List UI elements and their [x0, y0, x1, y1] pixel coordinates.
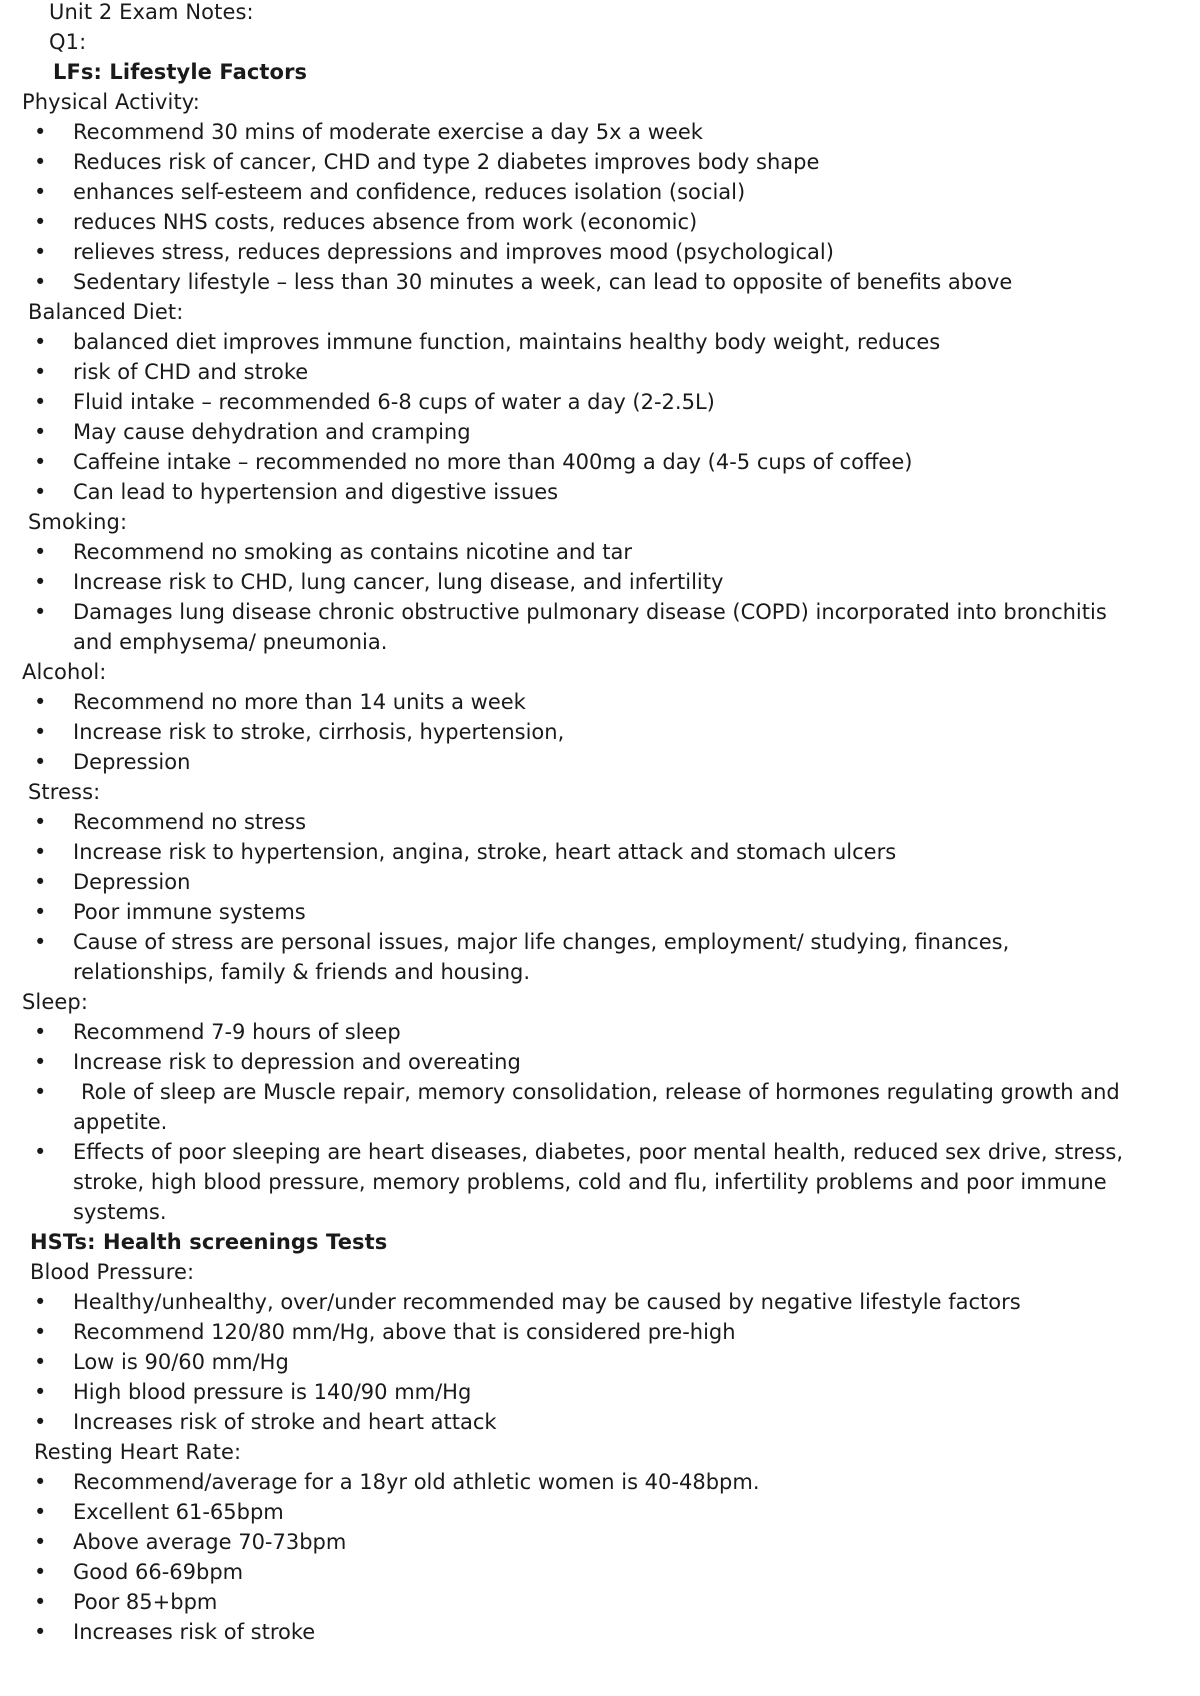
list-item-text: Effects of poor sleeping are heart diseases, diabetes, poor mental health, reduced sex drive, stress,: [73, 1140, 1124, 1164]
list-item-text: Recommend no more than 14 units a week: [73, 690, 526, 714]
bullet-icon: •: [34, 1500, 47, 1524]
bullet-icon: •: [34, 210, 47, 234]
list-item: [0, 1407, 1200, 1437]
list-item: [0, 177, 1200, 207]
list-item-text: Recommend no stress: [73, 810, 307, 834]
list-item: [0, 1287, 1200, 1317]
alcohol-label: Alcohol:: [22, 660, 107, 684]
stress-label: Stress:: [28, 780, 101, 804]
list-item-text: relieves stress, reduces depressions and improves mood (psychological): [73, 240, 834, 264]
list-item: [0, 1317, 1200, 1347]
list-item: [0, 567, 1200, 597]
list-item-text: Recommend 30 mins of moderate exercise a day 5x a week: [73, 120, 703, 144]
list-item: [0, 1017, 1200, 1047]
list-item-text-continued: relationships, family & friends and housing.: [73, 960, 531, 984]
blood-pressure-label: Blood Pressure:: [30, 1260, 195, 1284]
list-item-text: Good 66-69bpm: [73, 1560, 244, 1584]
bullet-icon: •: [34, 1140, 47, 1164]
list-item: [0, 1587, 1200, 1617]
list-item-text: Increase risk to depression and overeating: [73, 1050, 521, 1074]
bullet-icon: •: [34, 750, 47, 774]
list-item-text: Sedentary lifestyle – less than 30 minutes a week, can lead to opposite of benefits above: [73, 270, 1013, 294]
list-item-text: Fluid intake – recommended 6-8 cups of water a day (2-2.5L): [73, 390, 715, 414]
list-item-text: Depression: [73, 870, 191, 894]
list-item: [0, 267, 1200, 297]
bullet-icon: •: [34, 1350, 47, 1374]
list-item-text-continued: systems.: [73, 1200, 167, 1224]
list-item: [0, 477, 1200, 507]
bullet-icon: •: [34, 330, 47, 354]
list-item: [0, 147, 1200, 177]
bullet-icon: •: [34, 690, 47, 714]
bullet-icon: •: [34, 270, 47, 294]
list-item-text: risk of CHD and stroke: [73, 360, 309, 384]
list-item-text: reduces NHS costs, reduces absence from work (economic): [73, 210, 698, 234]
list-item-text: High blood pressure is 140/90 mm/Hg: [73, 1380, 472, 1404]
list-item: [0, 927, 1200, 987]
list-item-text: Above average 70-73bpm: [73, 1530, 347, 1554]
list-item-text: Recommend 7-9 hours of sleep: [73, 1020, 401, 1044]
list-item: [0, 447, 1200, 477]
bullet-icon: •: [34, 1020, 47, 1044]
list-item: [0, 1347, 1200, 1377]
bullet-icon: •: [34, 540, 47, 564]
list-item: [0, 327, 1200, 357]
balanced-diet-label: Balanced Diet:: [28, 300, 184, 324]
bullet-icon: •: [34, 930, 47, 954]
list-item-text: Increases risk of stroke and heart attack: [73, 1410, 497, 1434]
list-item-text-continued: stroke, high blood pressure, memory problems, cold and flu, infertility problems and poor immune: [73, 1170, 1107, 1194]
document-title: Unit 2 Exam Notes:: [49, 0, 254, 24]
list-item-text: Healthy/unhealthy, over/under recommended may be caused by negative lifestyle factors: [73, 1290, 1021, 1314]
list-item: [0, 1467, 1200, 1497]
list-item: [0, 387, 1200, 417]
bullet-icon: •: [34, 600, 47, 624]
bullet-icon: •: [34, 180, 47, 204]
list-item: [0, 537, 1200, 567]
list-item: [0, 237, 1200, 267]
list-item: [0, 417, 1200, 447]
list-item: [0, 1497, 1200, 1527]
question-label: Q1:: [49, 30, 87, 54]
list-item-text-continued: and emphysema/ pneumonia.: [73, 630, 388, 654]
bullet-icon: •: [34, 810, 47, 834]
bullet-icon: •: [34, 120, 47, 144]
list-item-text: Recommend no smoking as contains nicotine and tar: [73, 540, 632, 564]
list-item: [0, 1047, 1200, 1077]
bullet-icon: •: [34, 1080, 47, 1104]
bullet-icon: •: [34, 1470, 47, 1494]
lifestyle-heading: LFs: Lifestyle Factors: [53, 60, 308, 84]
bullet-icon: •: [34, 1590, 47, 1614]
bullet-icon: •: [34, 1380, 47, 1404]
list-item: [0, 1527, 1200, 1557]
list-item: [0, 717, 1200, 747]
bullet-icon: •: [34, 1620, 47, 1644]
list-item-text: Caffeine intake – recommended no more than 400mg a day (4-5 cups of coffee): [73, 450, 913, 474]
bullet-icon: •: [34, 390, 47, 414]
bullet-icon: •: [34, 150, 47, 174]
resting-heart-rate-label: Resting Heart Rate:: [34, 1440, 242, 1464]
list-item-text: Increase risk to stroke, cirrhosis, hypertension,: [73, 720, 565, 744]
list-item-text: Role of sleep are Muscle repair, memory consolidation, release of hormones regulating growth and: [81, 1080, 1120, 1104]
bullet-icon: •: [34, 1050, 47, 1074]
list-item-text: Excellent 61-65bpm: [73, 1500, 284, 1524]
bullet-icon: •: [34, 480, 47, 504]
list-item-text: Increase risk to hypertension, angina, stroke, heart attack and stomach ulcers: [73, 840, 897, 864]
bullet-icon: •: [34, 840, 47, 864]
bullet-icon: •: [34, 1410, 47, 1434]
physical-activity-label: Physical Activity:: [22, 90, 200, 114]
list-item-text: Poor immune systems: [73, 900, 306, 924]
list-item-text: Low is 90/60 mm/Hg: [73, 1350, 289, 1374]
list-item-text: Increases risk of stroke: [73, 1620, 316, 1644]
list-item-text: Damages lung disease chronic obstructive pulmonary disease (COPD) incorporated into bronchitis: [73, 600, 1107, 624]
list-item: [0, 117, 1200, 147]
list-item: [0, 1137, 1200, 1227]
screenings-heading: HSTs: Health screenings Tests: [30, 1230, 388, 1254]
sleep-label: Sleep:: [22, 990, 89, 1014]
bullet-icon: •: [34, 900, 47, 924]
bullet-icon: •: [34, 1530, 47, 1554]
bullet-icon: •: [34, 240, 47, 264]
list-item-text: Recommend 120/80 mm/Hg, above that is considered pre-high: [73, 1320, 736, 1344]
list-item-text: Reduces risk of cancer, CHD and type 2 diabetes improves body shape: [73, 150, 820, 174]
list-item: [0, 687, 1200, 717]
bullet-icon: •: [34, 1560, 47, 1584]
bullet-icon: •: [34, 450, 47, 474]
list-item-text: Can lead to hypertension and digestive issues: [73, 480, 559, 504]
list-item-text: Depression: [73, 750, 191, 774]
list-item-text: enhances self-esteem and confidence, reduces isolation (social): [73, 180, 746, 204]
list-item: [0, 897, 1200, 927]
bullet-icon: •: [34, 360, 47, 384]
list-item: [0, 1617, 1200, 1647]
list-item: [0, 597, 1200, 657]
bullet-icon: •: [34, 720, 47, 744]
bullet-icon: •: [34, 420, 47, 444]
list-item-text: Cause of stress are personal issues, major life changes, employment/ studying, finances,: [73, 930, 1010, 954]
list-item: [0, 747, 1200, 777]
bullet-icon: •: [34, 570, 47, 594]
list-item-text: balanced diet improves immune function, maintains healthy body weight, reduces: [73, 330, 941, 354]
bullet-icon: •: [34, 1290, 47, 1314]
list-item: [0, 1077, 1200, 1137]
list-item: [0, 867, 1200, 897]
list-item-text-continued: appetite.: [73, 1110, 168, 1134]
bullet-icon: •: [34, 1320, 47, 1344]
list-item: [0, 807, 1200, 837]
list-item: [0, 1377, 1200, 1407]
smoking-label: Smoking:: [28, 510, 128, 534]
list-item-text: May cause dehydration and cramping: [73, 420, 471, 444]
list-item-text: Increase risk to CHD, lung cancer, lung disease, and infertility: [73, 570, 724, 594]
list-item: [0, 357, 1200, 387]
list-item-text: Poor 85+bpm: [73, 1590, 218, 1614]
list-item: [0, 207, 1200, 237]
list-item-text: Recommend/average for a 18yr old athletic women is 40-48bpm.: [73, 1470, 760, 1494]
list-item: [0, 1557, 1200, 1587]
bullet-icon: •: [34, 870, 47, 894]
list-item: [0, 837, 1200, 867]
